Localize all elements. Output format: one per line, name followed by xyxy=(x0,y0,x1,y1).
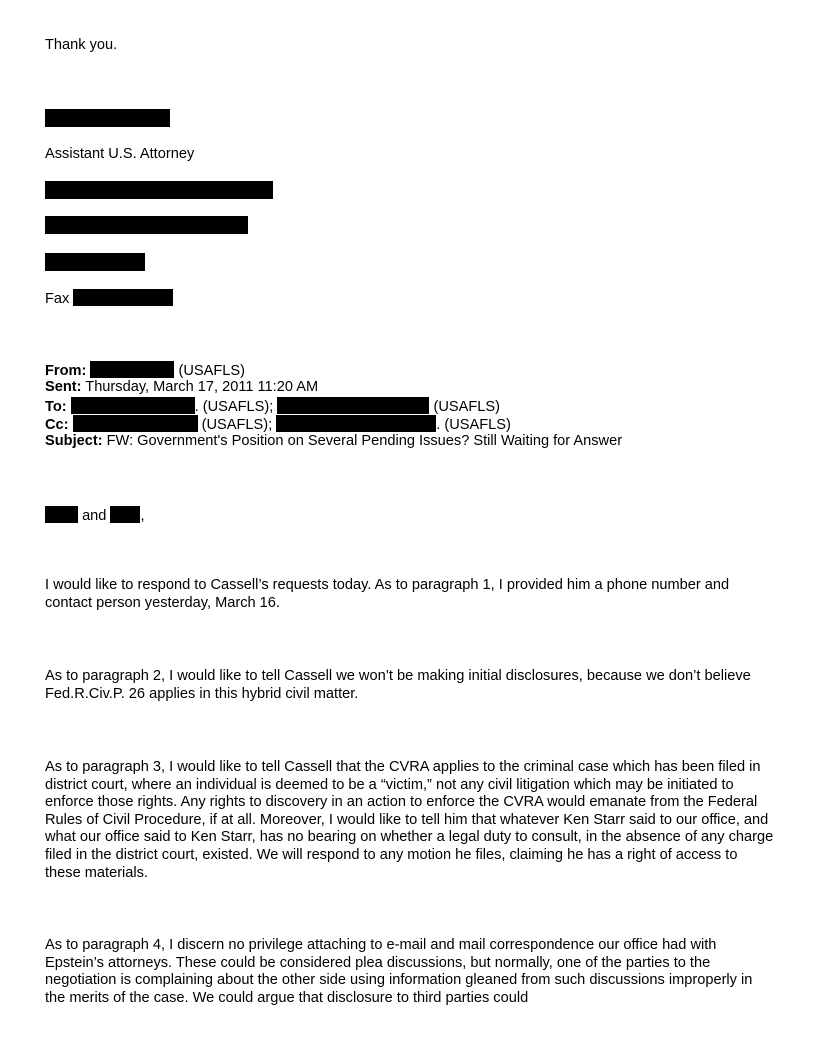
greeting-end: , xyxy=(140,508,145,524)
redacted-address-line-1 xyxy=(45,181,273,199)
from-label: From: xyxy=(45,363,87,379)
redacted-fax-number xyxy=(73,289,173,306)
redacted-greeting-name-2 xyxy=(110,506,140,523)
email-from-line xyxy=(45,361,245,380)
email-subject-line xyxy=(45,433,622,450)
redacted-sender xyxy=(90,361,174,378)
email-sent-line xyxy=(45,379,318,396)
greeting-line xyxy=(45,506,145,525)
email-to-line xyxy=(45,397,500,416)
to-label: To: xyxy=(45,399,67,415)
sent-value: Thursday, March 17, 2011 11:20 AM xyxy=(85,379,319,395)
cc-suffix-2: . (USAFLS) xyxy=(436,417,511,433)
redacted-greeting-name-1 xyxy=(45,506,78,523)
redacted-name xyxy=(45,109,170,127)
fax-line xyxy=(45,289,173,308)
subject-value: FW: Government's Position on Several Pending Issues? Still Waiting for Answer xyxy=(106,433,623,449)
redacted-recipient-1 xyxy=(71,397,195,414)
subject-label: Subject: xyxy=(45,433,103,449)
greeting-and: and xyxy=(82,508,107,524)
from-suffix: (USAFLS) xyxy=(178,363,245,379)
paragraph-4: As to paragraph 4, I discern no privilege attaching to e-mail and mail correspondence our office had with Epstein’s attorneys. These could be considered plea discussions, but normally, one of the parties to the negotiation is complaining about the other side using information gleaned from such discussions improperly in the merits of the case. We could argue that disclosure to third parties could xyxy=(45,937,753,1006)
sent-label: Sent: xyxy=(45,379,82,395)
paragraph-3: As to paragraph 3, I would like to tell Cassell that the CVRA applies to the criminal case which has been filed in district court, where an individual is deemed to be a “victim,” not any civil litigation which may be initiated to enforce those rights. Any rights to discovery in an action to enforce the CVRA would emanate from the Federal Rules of Civil Procedure, if at all. Moreover, I would like to tell him that whatever Ken Starr said to our office, and what our office said to Ken Starr, has no bearing on whether a legal duty to consult, in the absence of any charge filed in the district court, existed. We will respond to any motion he files, claiming he has a right of access to these materials. xyxy=(45,759,774,881)
redacted-phone xyxy=(45,253,145,271)
cc-suffix-1: (USAFLS); xyxy=(201,417,273,433)
to-suffix-2: (USAFLS) xyxy=(433,399,500,415)
paragraph-1: I would like to respond to Cassell’s requests today. As to paragraph 1, I provided him a phone number and contact person yesterday, March 16. xyxy=(45,577,730,611)
email-cc-line xyxy=(45,415,511,434)
redacted-cc-2 xyxy=(276,415,436,432)
redacted-cc-1 xyxy=(73,415,198,432)
redacted-recipient-2 xyxy=(277,397,429,414)
paragraph-2: As to paragraph 2, I would like to tell Cassell we won’t be making initial disclosures, because we don’t believe Fed.R.Civ.P. 26 applies in this hybrid civil matter. xyxy=(45,668,751,702)
fax-label: Fax xyxy=(45,291,70,307)
thanks-line: Thank you. xyxy=(45,37,118,53)
cc-label: Cc: xyxy=(45,417,69,433)
signature-title: Assistant U.S. Attorney xyxy=(45,146,195,162)
redacted-address-line-2 xyxy=(45,216,248,234)
to-suffix-1: . (USAFLS); xyxy=(194,399,274,415)
